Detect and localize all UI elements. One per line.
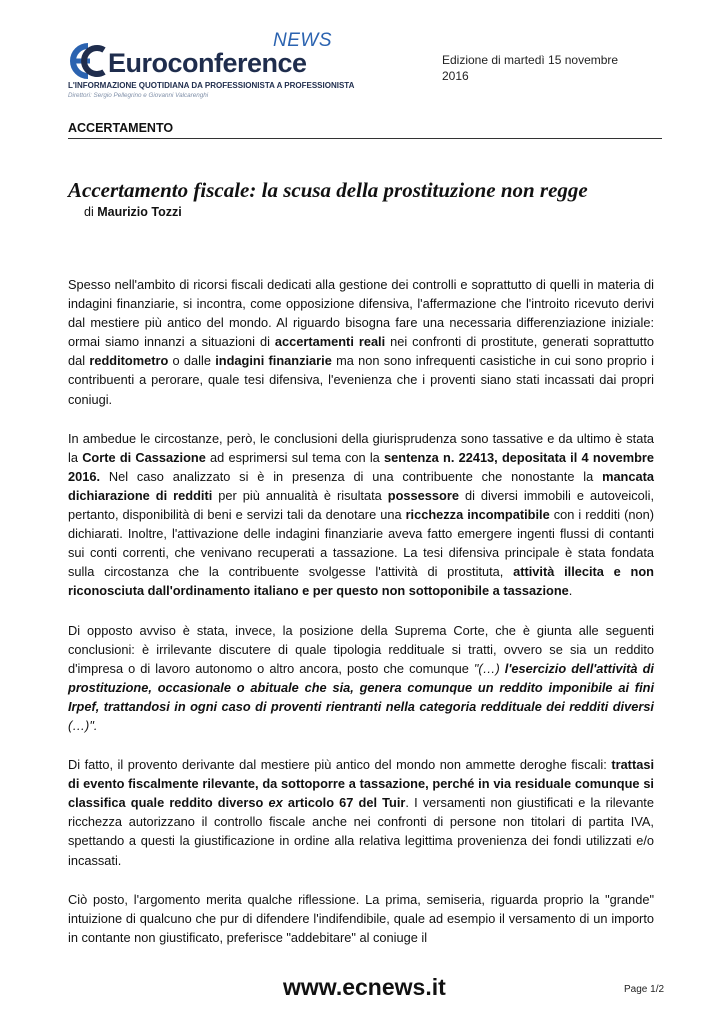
edition-date: Edizione di martedì 15 novembre 2016 [442, 53, 619, 83]
text: ma non sono infrequenti casistiche in cui sono proprio i contribuenti a perorare, quale tesi difensiva, l'evenienza che i proventi siano stati incassati dai propri coniugi. [68, 353, 654, 407]
author-name: Maurizio Tozzi [97, 205, 182, 219]
byline [84, 205, 182, 219]
bold-text: mancata dichiarazione di redditi [68, 468, 654, 503]
text: Ciò posto, l'argomento merita qualche riflessione. La prima, semiseria, riguarda proprio la "grande" intuizione di qualcuno che pur di difendere l'indifendibile, quale ad esempio il versamento di un importo in contante non giustificato, preferisce "addebitare" al coniuge il [68, 891, 654, 945]
footer-website-link[interactable]: www.ecnews.it [283, 974, 446, 1000]
text: Di opposto avviso è stata, invece, la posizione della Suprema Corte, che è giunta alle seguenti conclusioni: è irrilevante discutere di quale tipologia reddituale si tratti, ovvero se sia un reddito d'impresa o di lavoro autonomo o altro ancora, posto che comunque [68, 622, 654, 676]
bold-text: sentenza n. 22413, depositata il 4 novembre 2016. [68, 449, 654, 484]
bold-text: accertamenti reali [274, 334, 386, 350]
paragraph-5 [68, 890, 654, 947]
article-title: Accertamento fiscale: la scusa della prostituzione non regge [68, 178, 588, 202]
ec-logo-icon [68, 42, 108, 80]
text: Nel caso analizzato si è in presenza di una contribuente che nonostante la [100, 468, 603, 484]
italic-text: "(…) [473, 660, 505, 676]
bold-text: Corte di Cassazione [82, 449, 206, 465]
paragraph-4 [68, 755, 654, 870]
text: . I versamenti non giustificati e la rilevante ricchezza autorizzano il controllo fiscale anche nei confronti di persone non titolari di partita IVA, spettando a questi la giustificazione in ordine alla relativa legittima provenienza dei fondi utilizzati e/o incassati. [68, 795, 654, 868]
brand-name: Euroconference [108, 48, 307, 78]
text: Di fatto, il provento derivante dal mestiere più antico del mondo non ammette deroghe fiscali: [68, 757, 612, 773]
bold-text: articolo 67 del Tuir [282, 795, 406, 811]
bold-text: attività illecita e non riconosciuta dall'ordinamento italiano e per questo non sottoponibile a tassazione [68, 564, 654, 599]
text: Spesso nell'ambito di ricorsi fiscali dedicati alla gestione dei controlli e soprattutto di quelli in materia di indagini finanziarie, si incontra, come opposizione difensiva, l'affermazione che l'introito ricevuto derivi dal mestiere più antico del mondo. Al riguardo bisogna fare una necessaria differenziazione iniziale: ormai siamo innanzi a situazioni di [68, 277, 654, 350]
paragraph-3 [68, 621, 654, 736]
text: nei confronti di prostitute, generati soprattutto dal [68, 334, 654, 369]
bold-text: possessore [387, 487, 459, 503]
news-label: NEWS [273, 30, 332, 51]
paragraph-1 [68, 275, 654, 409]
section-heading: ACCERTAMENTO [68, 121, 662, 139]
directors: Direttori: Sergio Pellegrino e Giovanni Valcarenghi [68, 92, 209, 99]
italic-text: (…)". [68, 717, 98, 733]
paragraph-2 [68, 429, 654, 601]
text: ad esprimersi sul tema con la [205, 449, 385, 465]
article-body [68, 275, 654, 967]
tagline: L'INFORMAZIONE QUOTIDIANA DA PROFESSIONISTA A PROFESSIONISTA [68, 81, 355, 90]
bold-text: indagini finanziarie [215, 353, 332, 369]
text: . [568, 583, 573, 599]
bold-italic-quote: l'esercizio dell'attività di prostituzione, occasionale o abituale che sia, genera comunque un reddito imponibile ai fini Irpef, trattandosi in ogni caso di proventi rientranti nella categoria reddituale dei redditi diversi [68, 660, 654, 714]
masthead-logo [68, 30, 355, 104]
text: o dalle [168, 353, 216, 369]
byline-prefix: di [84, 205, 94, 219]
text: con i redditi (non) dichiarati. Inoltre, l'attivazione delle indagini finanziarie aveva fatto emergere ingenti flussi di contanti sui conti correnti, che venivano recuperati a tassazione. La tesi difensiva principale è stata fondata sulla circostanza che la contribuente svolgesse l'attività di prostituta, [68, 507, 654, 580]
bold-text: ricchezza incompatibile [405, 507, 550, 523]
bold-text: redditometro [89, 353, 169, 369]
text: In ambedue le circostanze, però, le conclusioni della giurisprudenza sono tassative e da ultimo è stata la [68, 430, 654, 465]
page-number: Page 1/2 [624, 984, 665, 995]
bold-italic-text: ex [268, 795, 283, 811]
bold-text: trattasi di evento fiscalmente rilevante, da sottoporre a tassazione, perché in via residuale comunque si classifica quale reddito diverso [68, 757, 654, 811]
text: per più annualità è risultata [212, 487, 388, 503]
text: di diversi immobili e autoveicoli, pertanto, disponibilità di beni e servizi tali da denotare una [68, 487, 654, 523]
